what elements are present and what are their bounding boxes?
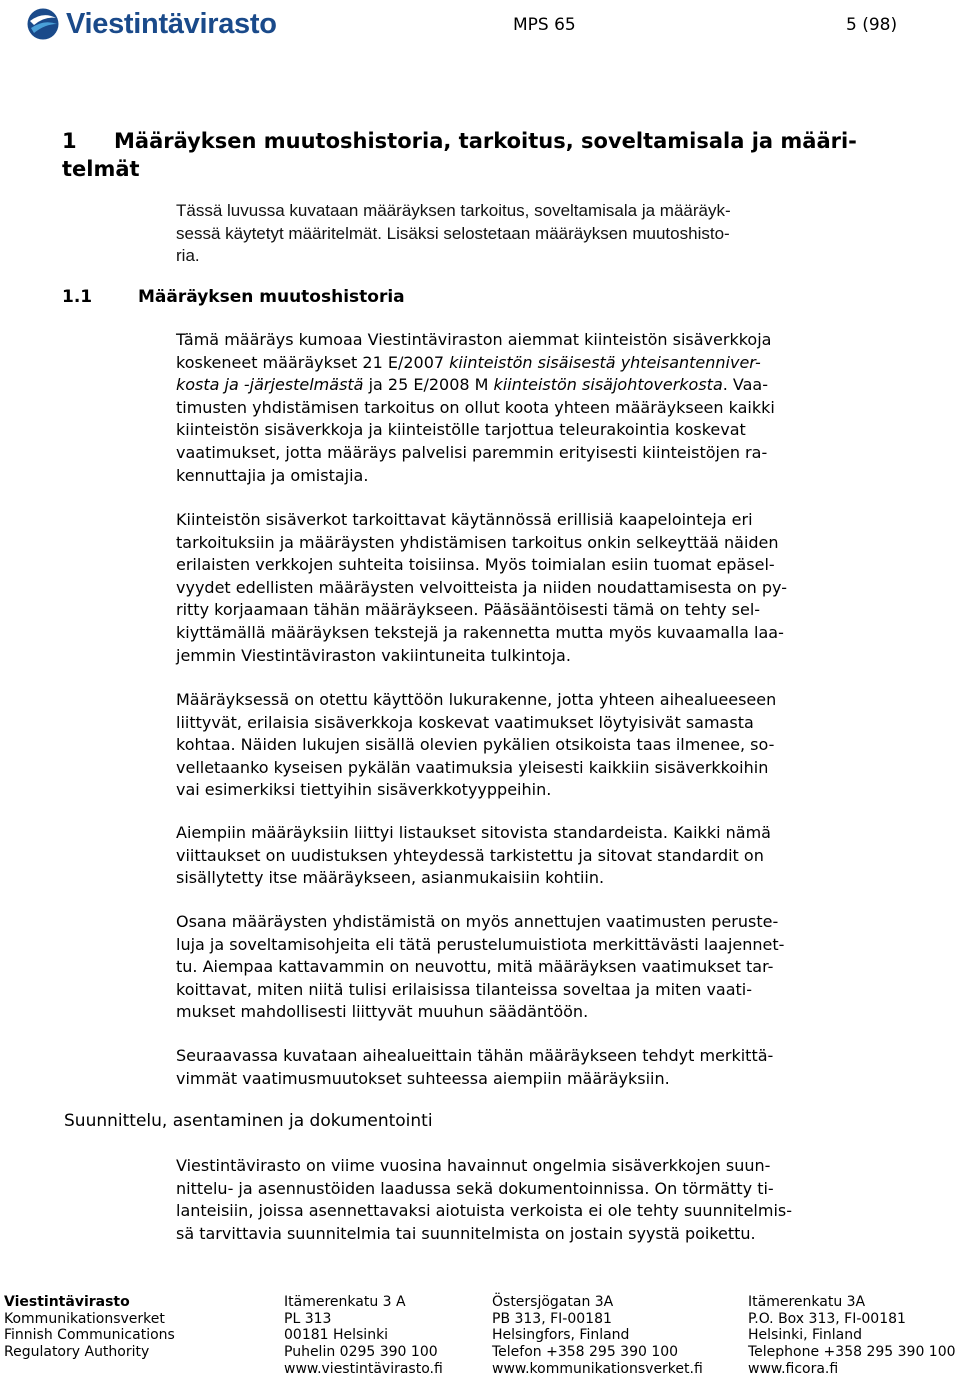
footer-line: Helsinki, Finland [748,1327,863,1344]
paragraph-line: koskeneet määräykset 21 E/2007 kiinteistön sisäisestä yhteisantenniver- [176,352,761,372]
paragraph [176,1155,896,1245]
paragraph-line: tarkoituksiin ja määräysten yhdistämisen tarkoitus onkin selkeyttää näiden [176,532,779,552]
paragraph-line: Osana määräysten yhdistämistä on myös annettujen vaatimusten peruste- [176,912,779,931]
subsection-number: 1.1 [62,287,93,307]
paragraph-line: kosta ja -järjestelmästä ja 25 E/2008 M kiinteistön sisäjohtoverkosta. Vaa- [176,375,769,395]
footer-column-swedish [492,1294,703,1378]
paragraph-line: kiyttämällä määräyksen tekstejä ja rakennetta mutta myös kuvaamalla laa- [176,622,784,642]
paragraph-line: vyydet edellisten määräysten velvoitteista ja niiden noudattamisesta on py- [176,577,787,597]
footer-website-link[interactable]: www.ficora.fi [748,1360,839,1377]
footer-line: Telephone +358 295 390 100 [748,1344,956,1361]
footer-website-link[interactable]: www.kommunikationsverket.fi [492,1360,703,1377]
intro-line: Tässä luvussa kuvataan määräyksen tarkoitus, soveltamisala ja määräyk- [176,201,731,220]
paragraph [176,822,896,890]
paragraph-line: mukset mahdollisesti liittyvät muuhun säädäntöön. [176,1002,589,1022]
section-title-line1: Määräyksen muutoshistoria, tarkoitus, soveltamisala ja määri- [114,129,857,153]
section-heading [62,127,932,183]
intro-line: ria. [176,246,200,266]
footer-column-english [748,1294,956,1378]
emphasis: kiinteistön sisäisestä yhteisantenniver- [449,352,761,372]
paragraph [176,911,896,1024]
document-id: MPS 65 [513,15,576,35]
paragraph-line: sä tarvittavia suunnitelmia tai suunnitelmista on jostain syystä poikettu. [176,1223,756,1243]
paragraph-line: Aiempiin määräyksiin liittyi listaukset sitovista standardeista. Kaikki nämä [176,823,771,842]
paragraph-line: liittyvät, erilaisia sisäverkkoja koskevat vaatimukset löytyisivät samasta [176,712,754,732]
paragraph-line: Kiinteistön sisäverkot tarkoittavat käytännössä erillisiä kaapelointeja eri [176,510,753,529]
footer-line: Finnish Communications [4,1327,175,1344]
paragraph-line: koittavat, miten niitä tulisi erilaisissa tilanteissa soveltaa ja miten vaati- [176,979,753,999]
paragraph-line: velletaanko kyseisen pykälän vaatimuksia yleisesti kaikkiin sisäverkkoihin [176,757,769,777]
paragraph-line: vimmät vaatimusmuutokset suhteessa aiempiin määräyksiin. [176,1068,670,1088]
paragraph-line: timusten yhdistämisen tarkoitus on ollut koota yhteen määräykseen kaikki [176,397,775,417]
paragraph [176,329,896,487]
paragraph-line: Määräyksessä on otettu käyttöön lukurakenne, jotta yhteen aihealueeseen [176,690,777,709]
subsection-title: Määräyksen muutoshistoria [138,287,405,307]
footer-line: Helsingfors, Finland [492,1327,630,1344]
footer-line: 00181 Helsinki [284,1327,389,1344]
paragraph-line: ritty korjaamaan tähän määräykseen. Pääsääntöisesti tämä on tehty sel- [176,600,761,620]
footer-line: PB 313, FI-00181 [492,1310,612,1327]
footer-column-agency [4,1294,175,1361]
paragraph-line: jemmin Viestintäviraston vakiintuneita tulkintoja. [176,645,571,665]
paragraph-line: vaatimukset, jotta määräys palvelisi paremmin erityisesti kiinteistöjen ra- [176,442,768,462]
paragraph-line: erilaisten verkkojen suhteita toisiinsa. Myös toimialan esiin tuomat epäsel- [176,555,775,575]
emphasis: kosta ja -järjestelmästä [176,375,364,395]
paragraph [176,1045,896,1090]
footer-line: P.O. Box 313, FI-00181 [748,1310,906,1327]
footer-line: Puhelin 0295 390 100 [284,1344,438,1361]
topic-subheading: Suunnittelu, asentaminen ja dokumentointi [64,1111,433,1131]
agency-emblem-icon [26,7,60,41]
footer-line: Itämerenkatu 3A [748,1294,866,1310]
paragraph-line: viittaukset on uudistuksen yhteydessä tarkistettu ja sitovat standardit on [176,845,764,865]
section-number: 1 [62,129,77,153]
intro-line: sessä käytetyt määritelmät. Lisäksi selostetaan määräyksen muutoshisto- [176,223,730,243]
paragraph [176,509,896,667]
paragraph [176,689,896,802]
paragraph-line: Tämä määräys kumoaa Viestintäviraston aiemmat kiinteistön sisäverkkoja [176,330,772,349]
agency-logo [26,6,277,42]
paragraph-line: lanteisiin, joissa asennettavaksi aiotuista verkoista ei ole tehty suunnitelmis- [176,1201,792,1221]
footer-website-link[interactable]: www.viestintävirasto.fi [284,1360,443,1377]
footer-line: Kommunikationsverket [4,1310,165,1327]
paragraph-line: kohtaa. Näiden lukujen sisällä olevien pykälien otsikoista taas ilmenee, so- [176,735,775,755]
paragraph-line: Viestintävirasto on viime vuosina havainnut ongelmia sisäverkkojen suun- [176,1156,771,1175]
page-number: 5 (98) [846,15,898,35]
emphasis: kiinteistön sisäjohtoverkosta [493,375,723,395]
footer-line: Itämerenkatu 3 A [284,1294,406,1310]
paragraph-line: sisällytetty itse määräykseen, asianmukaisiin kohtiin. [176,868,605,888]
paragraph-line: Seuraavassa kuvataan aihealueittain tähän määräykseen tehdyt merkittä- [176,1046,774,1065]
footer-line: Regulatory Authority [4,1344,150,1361]
paragraph-line: luja ja soveltamisohjeita eli tätä perustelumuistiota merkittävästi laajennet- [176,934,785,954]
paragraph-line: kiinteistön sisäverkkoja ja kiinteistölle tarjottua teleurakointia koskevat [176,420,746,440]
footer-column-finnish [284,1294,443,1378]
footer-line: Östersjögatan 3A [492,1294,614,1310]
agency-logo-text: Viestintävirasto [66,7,277,40]
paragraph-line: vai esimerkiksi tiettyihin sisäverkkotyyppeihin. [176,780,552,800]
paragraph-line: tu. Aiempaa kattavammin on neuvottu, mitä määräyksen vaatimukset tar- [176,957,774,977]
footer-line: PL 313 [284,1310,332,1327]
paragraph-line: nittelu- ja asennustöiden laadussa sekä dokumentoinnissa. On törmätty ti- [176,1178,774,1198]
paragraph-line: kennuttajia ja omistajia. [176,465,369,485]
subsection-heading [62,287,405,307]
footer-line: Telefon +358 295 390 100 [492,1344,679,1361]
section-intro [176,200,896,268]
footer-agency-name: Viestintävirasto [4,1294,130,1310]
section-title-line2: telmät [62,157,140,181]
